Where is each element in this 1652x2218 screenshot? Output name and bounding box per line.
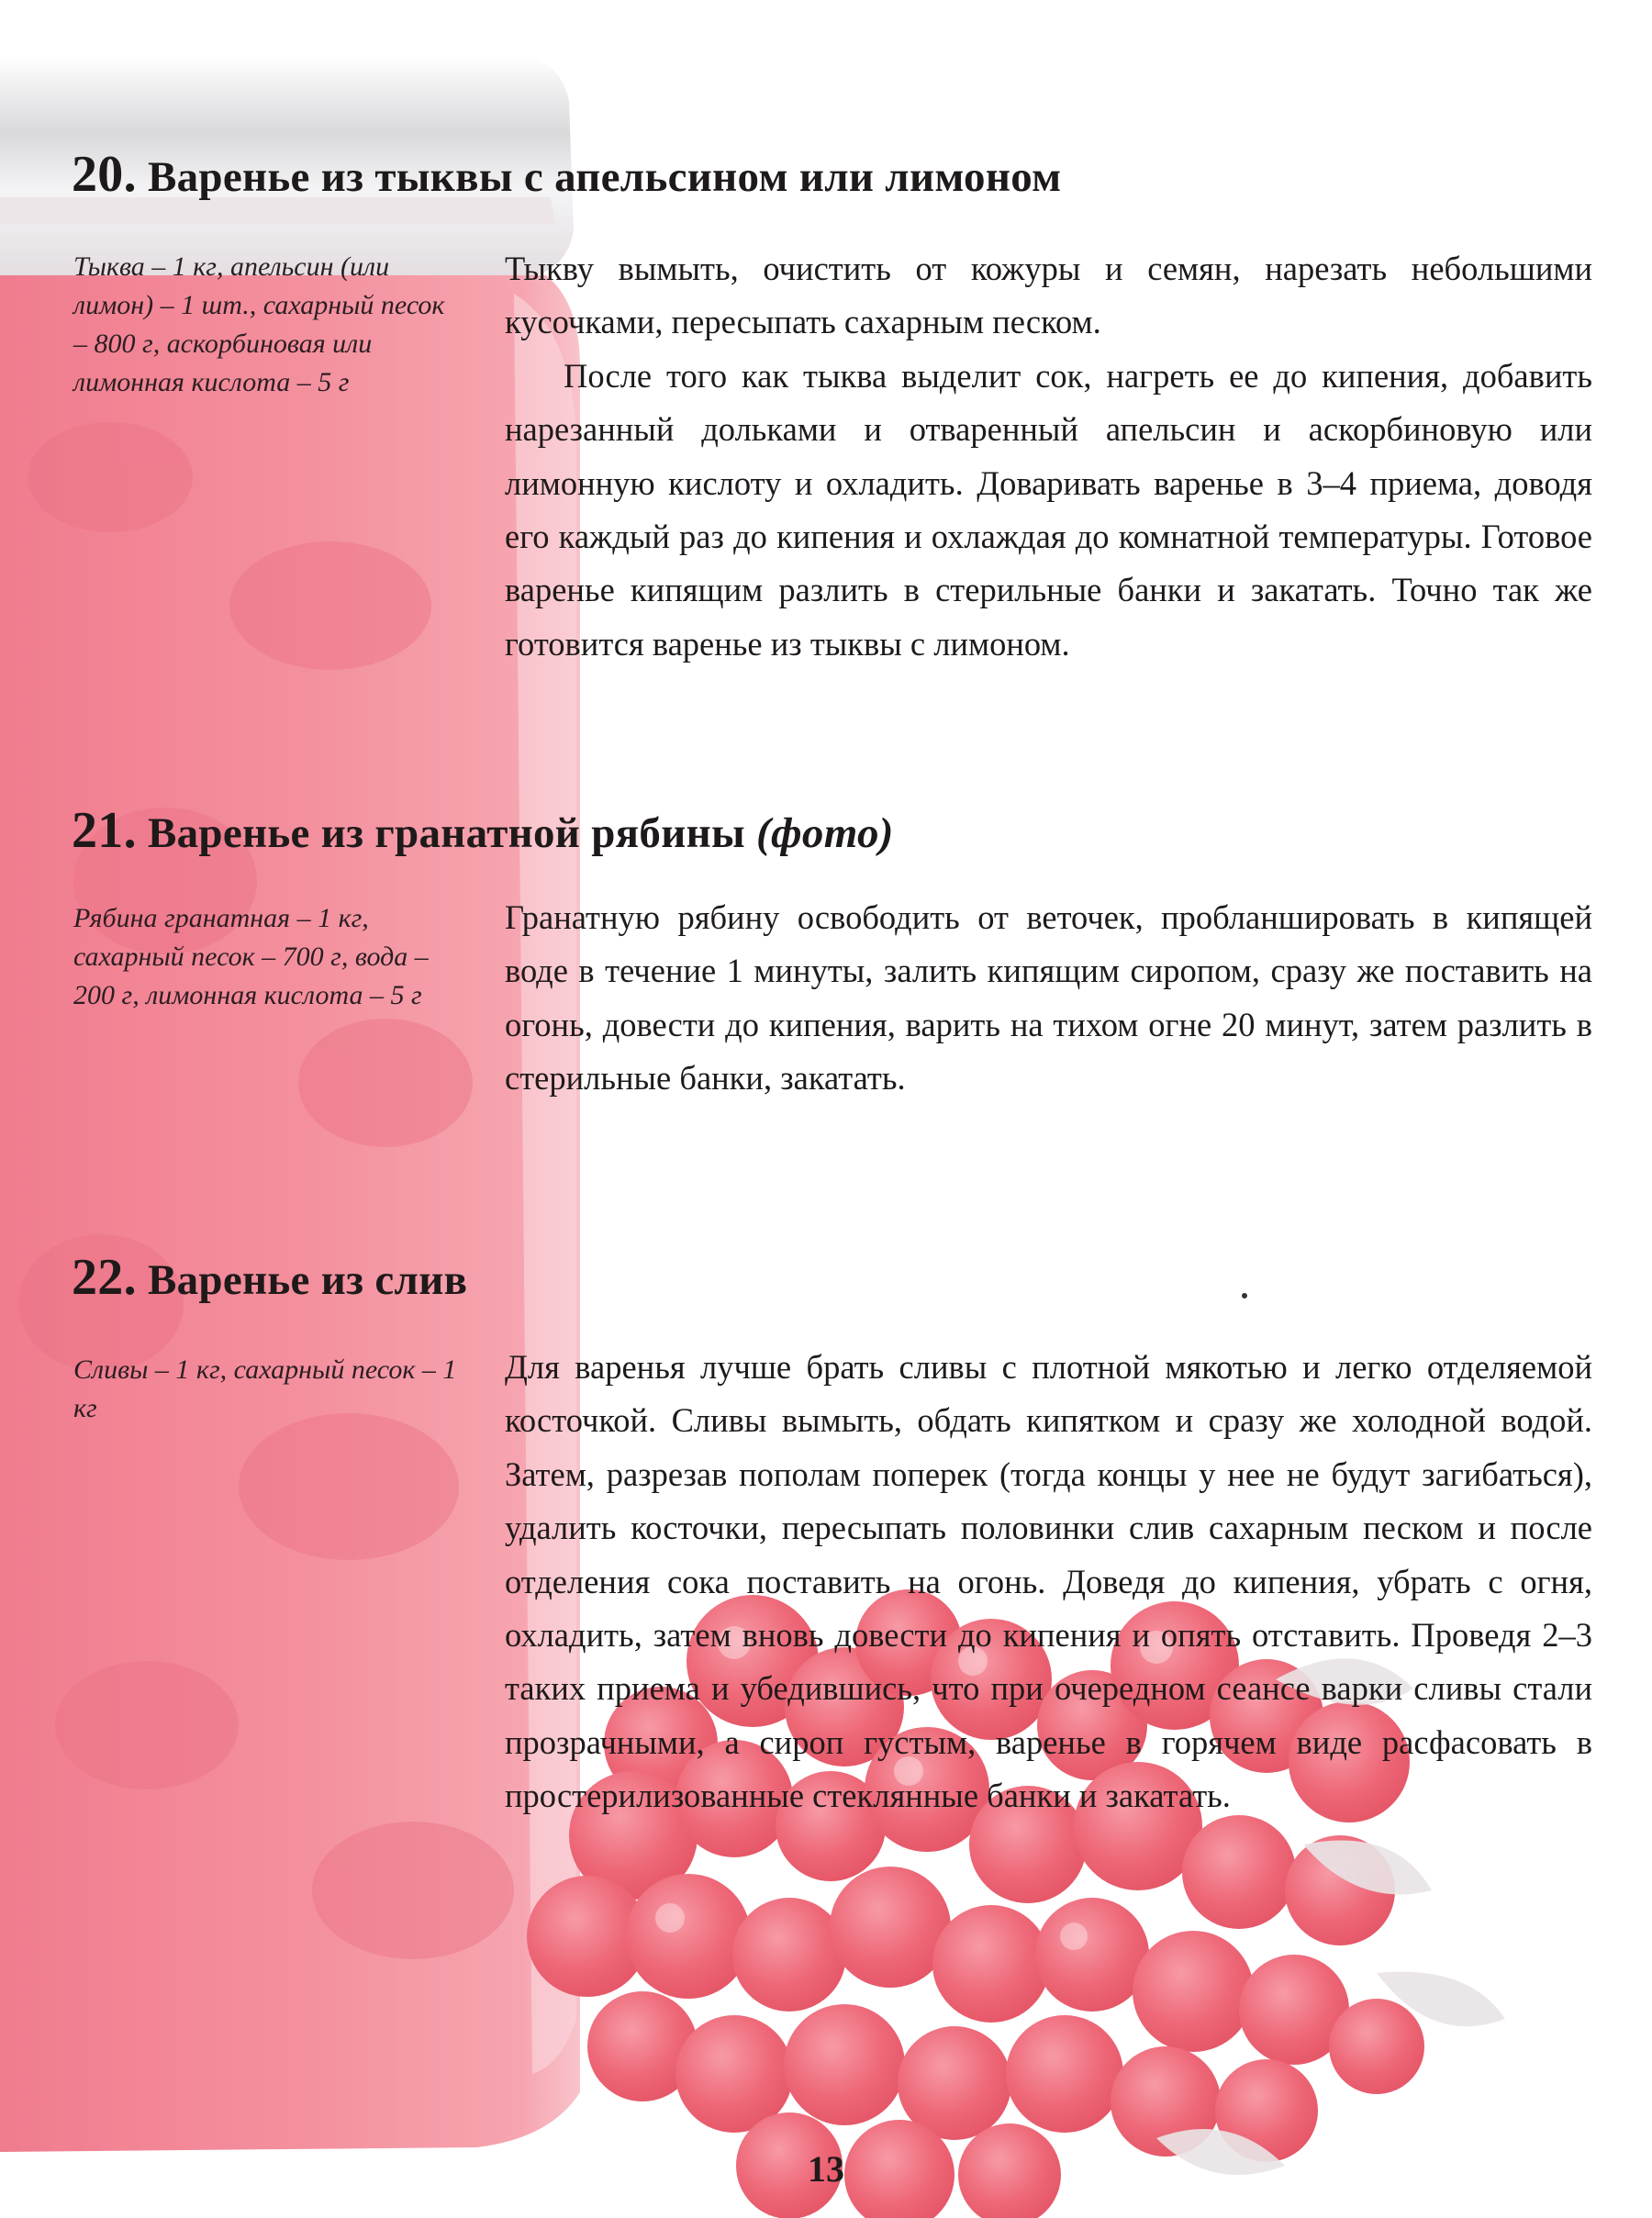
recipe-title [72, 803, 894, 861]
recipe-title-text: Варенье из тыквы с апельсином или лимоном [147, 153, 1062, 201]
method-text [505, 1341, 1592, 1823]
page-number: 13 [808, 2148, 844, 2190]
method-paragraph: Тыкву вымыть, очистить от кожуры и семян, нарезать небольшими кусочками, пересыпать сахарным песком. [505, 250, 1592, 341]
recipe-number: 22. [72, 1249, 137, 1306]
method-paragraph: Для варенья лучше брать сливы с плотной мякотью и легко отделяемой косточкой. Сливы вымыть, обдать кипятком и сразу же холодной водой. Затем, разрезав пополам поперек (тогда концы у нее не будут загибаться), удалить косточки, пересыпать половинки слив сахарным песком и после отделения сока поставить на огонь. Доведя до кипения, убрать с огня, охладить, затем вновь довести до кипения и опять отставить. Проведя 2–3 таких приема и убедившись, что при очередном сеансе варки сливы стали прозрачными, а сироп густым, варенье в горячем виде расфасовать в простерилизованные стеклянные банки и закатать. [505, 1348, 1592, 1815]
photo-note: (фото) [756, 809, 894, 857]
recipe-title-text: Варенье из гранатной рябины [147, 809, 745, 857]
recipe-number: 21. [72, 802, 137, 859]
method-text [505, 242, 1592, 671]
method-paragraph: Гранатную рябину освободить от веточек, пробланшировать в кипящей воде в течение 1 минуты, залить кипящим сиропом, сразу же поставить на огонь, довести до кипения, варить на тихом огне 20 минут, затем разлить в стерильные банки, закатать. [505, 898, 1592, 1098]
recipe-number: 20. [72, 146, 137, 203]
recipe-title [72, 1250, 467, 1308]
method-paragraph: После того как тыква выделит сок, нагреть ее до кипения, добавить нарезанный дольками и отваренный апельсин и аскорбиновую или лимонную кислоту и охладить. Доваривать варенье в 3–4 приема, доводя его каждый раз до кипения и охлаждая до комнатной температуры. Готовое варенье кипящим разлить в стерильные банки и закатать. Точно так же готовится варенье из тыквы с лимоном. [505, 356, 1592, 663]
recipe-title-text: Варенье из слив [147, 1256, 468, 1304]
method-text [505, 891, 1592, 1106]
ingredients-list: Сливы – 1 кг, сахарный песок – 1 кг [73, 1354, 457, 1423]
ingredients-list: Тыква – 1 кг, апельсин (или лимон) – 1 шт., сахарный песок – 800 г, аскорбиновая или лимонная кислота – 5 г [73, 251, 445, 397]
ingredients-list: Рябина гранатная – 1 кг, сахарный песок – 700 г, вода – 200 г, лимонная кислота – 5 г [73, 903, 429, 1010]
recipe-title [72, 147, 1061, 205]
